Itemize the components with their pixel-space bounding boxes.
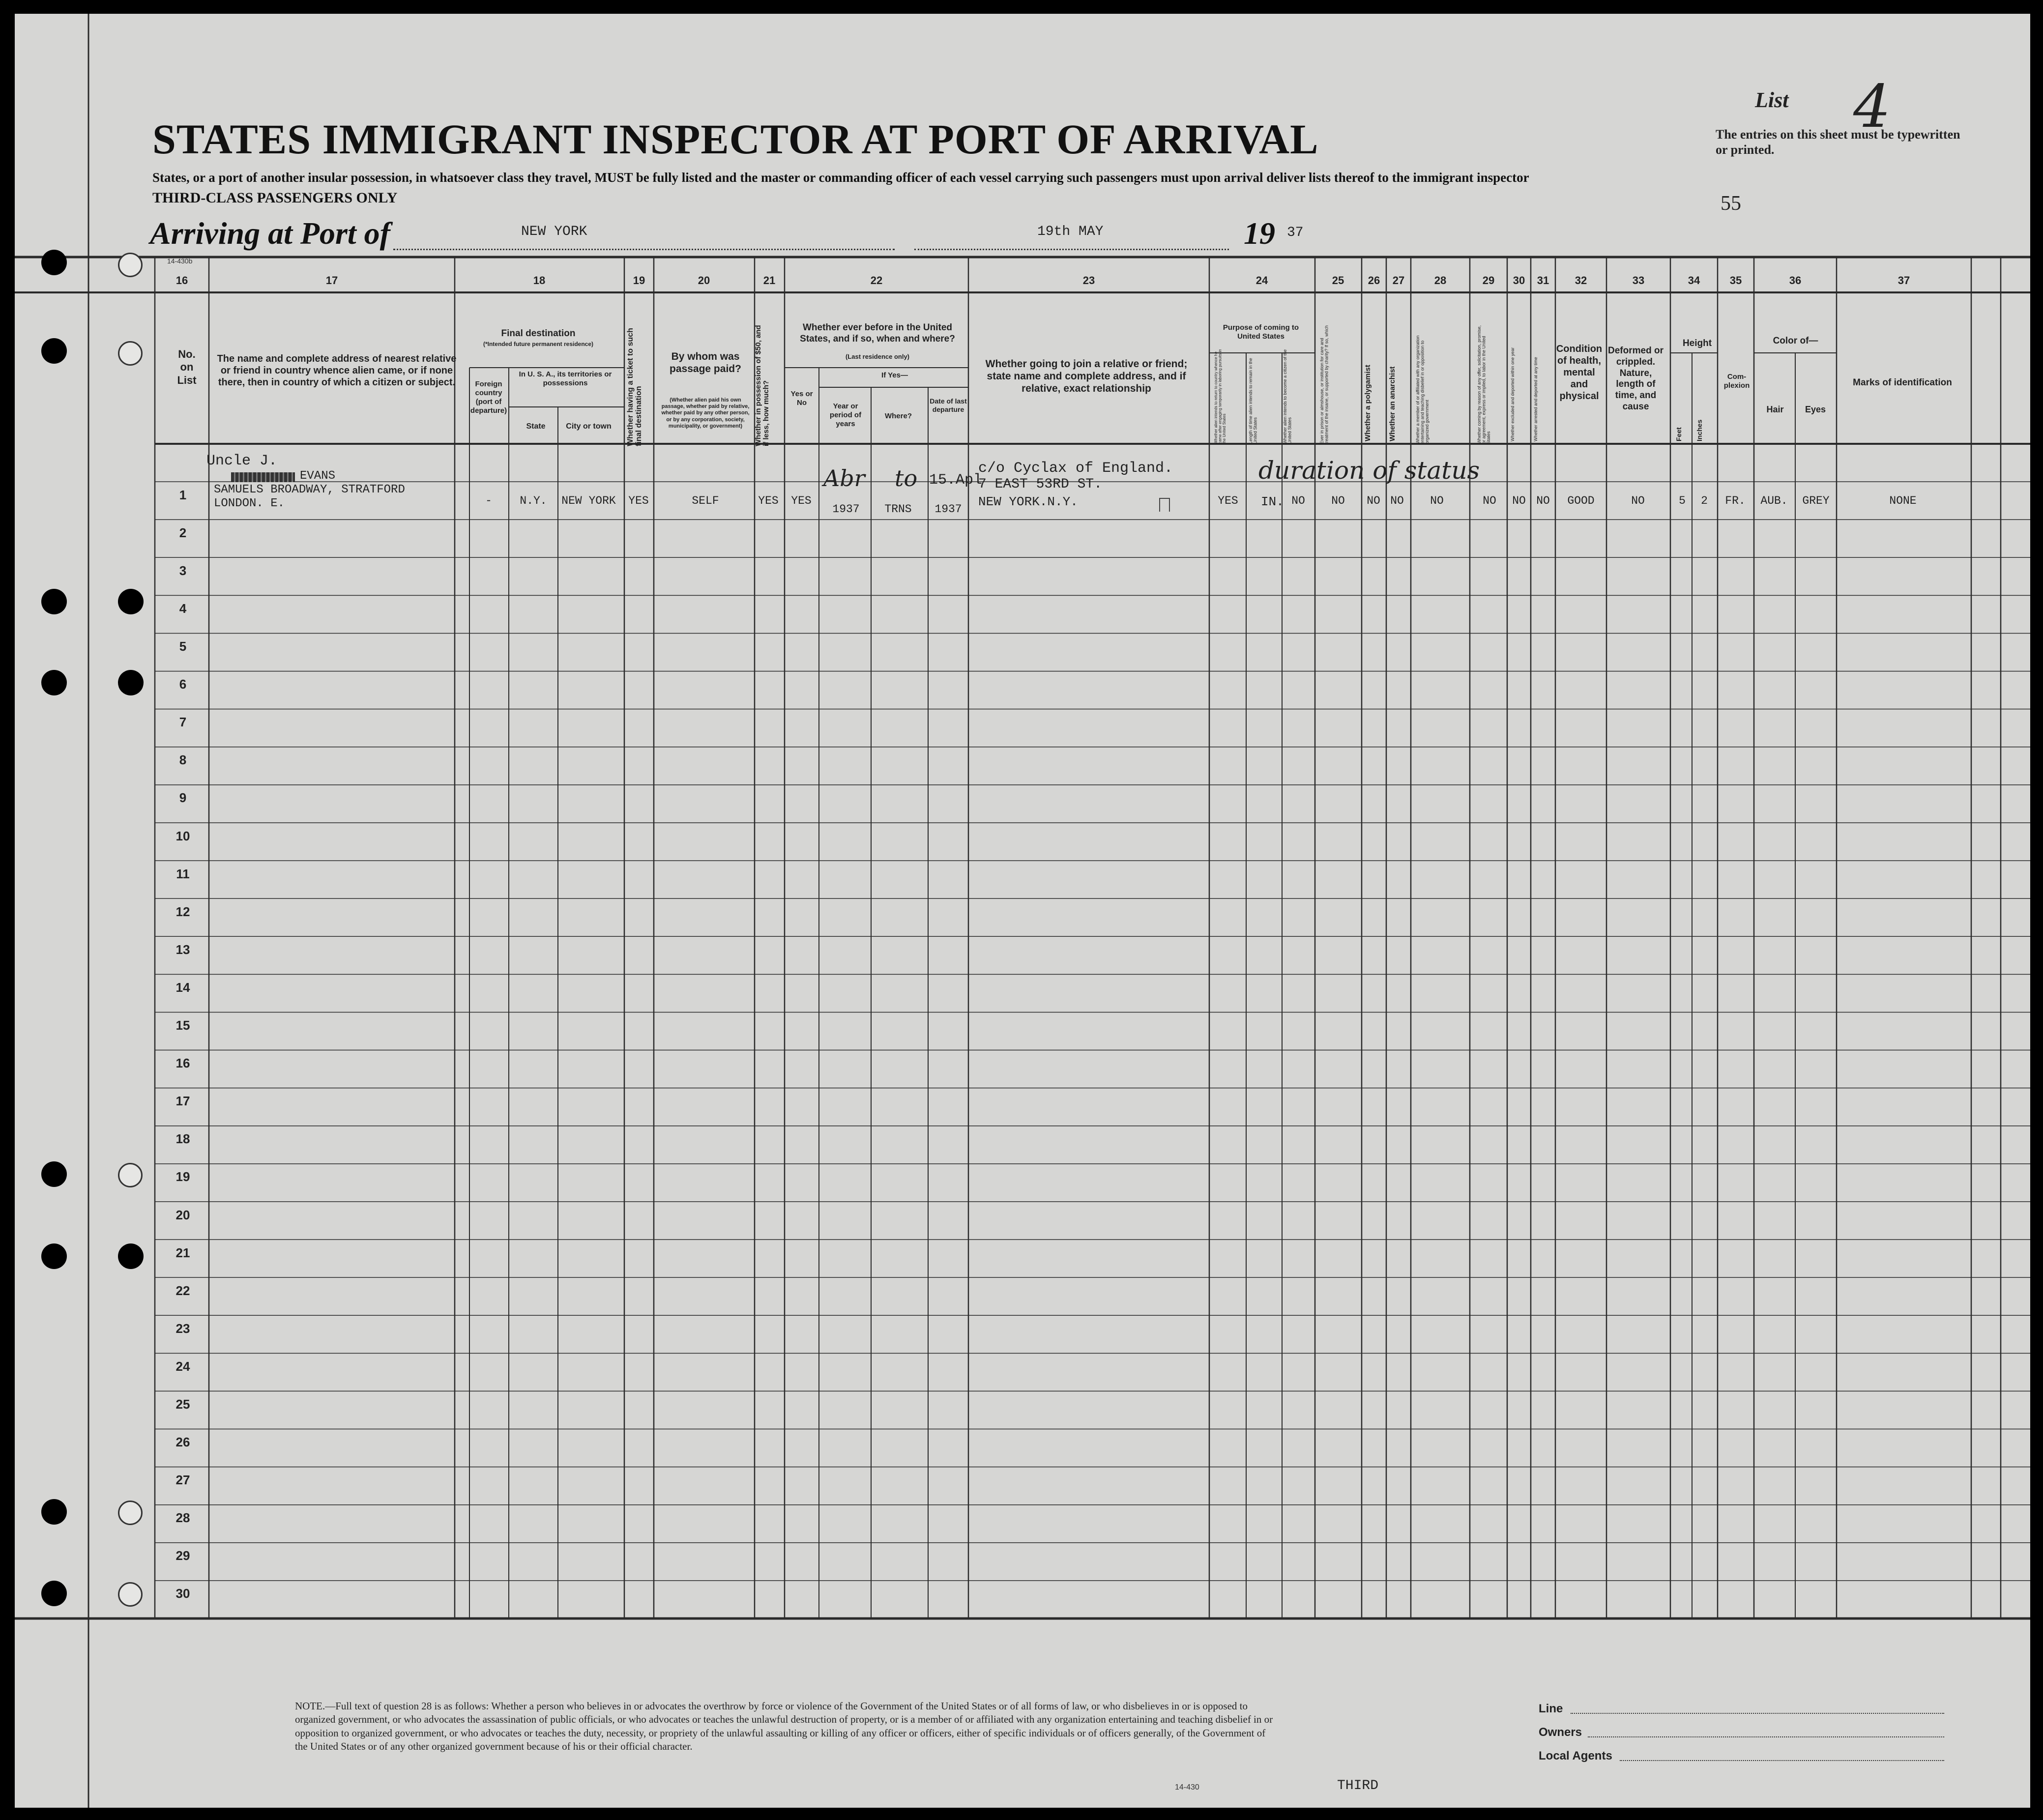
- ticket-value: YES: [628, 494, 649, 507]
- row-number: 26: [175, 1435, 190, 1450]
- column-number: 27: [1392, 274, 1405, 287]
- departure-date-value: 15.Apl: [929, 472, 983, 489]
- form-code: 14-430: [1175, 1783, 1199, 1791]
- hdr-purpose: Purpose of coming to United States: [1223, 323, 1299, 341]
- row-number: 19: [175, 1169, 190, 1184]
- class-stamp: THIRD: [1337, 1778, 1379, 1793]
- column-number: 35: [1729, 274, 1742, 287]
- column-number: 19: [633, 274, 645, 287]
- hdr-period: Year or period of years: [829, 402, 862, 428]
- row-number: 17: [175, 1094, 190, 1109]
- hdr-deformed: Deformed or crippled. Nature, length of time, and cause: [1608, 346, 1664, 412]
- complexion-value: FR.: [1725, 494, 1746, 507]
- column-number: 26: [1368, 274, 1380, 287]
- hdr-before-sub: (Last residence only): [845, 353, 910, 360]
- punch-hole: [41, 1499, 67, 1525]
- column-number: 21: [763, 274, 776, 287]
- polygamist-value: NO: [1367, 494, 1380, 507]
- punch-hole: [118, 1163, 143, 1187]
- punch-hole: [118, 1582, 143, 1607]
- join-line2: 7 EAST 53RD ST.: [978, 477, 1103, 492]
- column-number: 23: [1082, 274, 1095, 287]
- period-year-value: 1937: [832, 503, 860, 516]
- citizen-value: NO: [1291, 494, 1305, 507]
- struck-name: [231, 472, 295, 482]
- row-number: 6: [179, 677, 187, 692]
- year-prefix: 19: [1244, 216, 1275, 251]
- row-number: 8: [179, 752, 187, 768]
- hdr-final-destination: Final destination: [501, 328, 576, 339]
- punch-hole: [118, 341, 143, 366]
- punch-hole: [118, 1501, 143, 1525]
- join-line1: c/o Cyclax of England.: [978, 460, 1173, 477]
- row-number: 1: [179, 487, 187, 502]
- row-number: 2: [179, 525, 187, 540]
- punch-hole: [41, 589, 67, 614]
- health-value: GOOD: [1567, 494, 1595, 507]
- city-value: NEW YORK: [561, 494, 616, 507]
- column-number: 29: [1482, 274, 1495, 287]
- anarchist-value: NO: [1390, 494, 1404, 507]
- hair-value: AUB.: [1760, 494, 1788, 507]
- join-line3: NEW YORK.N.Y.: [978, 494, 1078, 509]
- has-50-value: YES: [758, 494, 779, 507]
- hdr-no-on-list: No. on List: [177, 348, 197, 386]
- punch-hole: [41, 1243, 67, 1269]
- date-value: 19th MAY: [1037, 224, 1104, 239]
- hdr-feet: Feet: [1675, 427, 1683, 441]
- relative-line2: EVANS: [300, 469, 336, 483]
- form-code-top: 14-430b: [167, 257, 193, 265]
- relative-line3: SAMUELS BROADWAY, STRATFORD: [214, 483, 405, 496]
- column-number: 31: [1537, 274, 1549, 287]
- prison-value: NO: [1331, 494, 1345, 507]
- year-suffix: 37: [1287, 225, 1304, 240]
- where-value: TRNS: [884, 503, 912, 516]
- column-number: 17: [325, 274, 338, 287]
- hdr-paid-by: By whom was passage paid?: [670, 351, 741, 375]
- length-typed: IN.: [1261, 494, 1284, 509]
- line-label: Line: [1539, 1702, 1563, 1715]
- hdr-in-usa: In U. S. A., its territories or possessions: [519, 370, 612, 387]
- arriving-label: Arriving at Port of: [150, 216, 390, 251]
- row-number: 10: [175, 828, 190, 843]
- row-number: 11: [176, 866, 190, 881]
- eyes-value: GREY: [1802, 494, 1830, 507]
- hdr-labor-offer: Whether coming by reason of any offer, solicitation, promise, or agreement, express or implied, to labor in the United States: [1477, 325, 1491, 444]
- row-number: 14: [175, 980, 190, 995]
- class-text: THIRD-CLASS PASSENGERS ONLY: [152, 190, 398, 206]
- hdr-if-yes: If Yes—: [881, 371, 908, 379]
- hdr-ticket: Whether having a ticket to such final destination: [626, 328, 643, 446]
- row-number: 27: [175, 1473, 190, 1488]
- row-number: 18: [175, 1131, 190, 1147]
- hdr-citizen-intent: Whether alien intends to become a citizen of the United States: [1283, 349, 1292, 444]
- hdr-city: City or town: [566, 422, 612, 431]
- column-number: 33: [1632, 274, 1645, 287]
- departure-year-value: 1937: [934, 503, 962, 516]
- row-number: 16: [175, 1056, 190, 1071]
- column-number: 20: [698, 274, 710, 287]
- punch-hole: [118, 253, 143, 277]
- row-number: 29: [175, 1548, 190, 1563]
- column-number: 24: [1255, 274, 1268, 287]
- foreign-country-value: -: [485, 494, 492, 507]
- marks-value: NONE: [1889, 494, 1917, 507]
- hdr-prison: Ever in prison or almshouse, or institution for care and treatment of the insane, or supported by charity? If so, which: [1319, 325, 1329, 444]
- purpose-value: YES: [1218, 494, 1238, 507]
- column-number: 34: [1688, 274, 1700, 287]
- hdr-departure: Date of last departure: [930, 397, 967, 413]
- hdr-state: State: [526, 422, 546, 431]
- feet-value: 5: [1679, 494, 1686, 507]
- owners-label: Owners: [1539, 1726, 1582, 1739]
- hdr-join-relative: Whether going to join a relative or friend; state name and complete address, and if relative, exact relationship: [985, 358, 1188, 395]
- hdr-has-50: Whether in possession of $50, and if less, how much?: [754, 325, 770, 446]
- hdr-complexion: Com-plexion: [1723, 373, 1750, 390]
- row-number: 15: [175, 1018, 190, 1033]
- relative-line1: Uncle J.: [206, 453, 278, 469]
- row-number: 5: [179, 639, 187, 654]
- inches-value: 2: [1701, 494, 1708, 507]
- hdr-hair: Hair: [1766, 404, 1784, 414]
- row-number: 12: [175, 904, 190, 919]
- list-note: The entries on this sheet must be typewritten or printed.: [1716, 127, 1960, 157]
- column-number: 18: [533, 274, 546, 287]
- column-number: 32: [1575, 274, 1587, 287]
- hdr-final-destination-sub: (*Intended future permanent residence): [483, 341, 594, 347]
- column-number: 28: [1434, 274, 1447, 287]
- row-number: 21: [175, 1245, 190, 1260]
- relative-line4: LONDON. E.: [214, 497, 285, 510]
- labor-offer-value: NO: [1483, 494, 1496, 507]
- owners-underline: [1588, 1736, 1944, 1737]
- punch-hole: [41, 670, 67, 695]
- column-number: 36: [1789, 274, 1802, 287]
- column-number: 37: [1897, 274, 1910, 287]
- hdr-marks: Marks of identification: [1853, 377, 1952, 388]
- length-hand: duration of status: [1258, 456, 1480, 485]
- hdr-where: Where?: [884, 412, 912, 420]
- row-number: 20: [175, 1207, 190, 1222]
- row-number: 13: [175, 942, 190, 957]
- list-number: 4: [1853, 73, 1891, 141]
- column-number: 30: [1513, 274, 1525, 287]
- punch-hole: [41, 250, 67, 275]
- excluded-value: NO: [1512, 494, 1526, 507]
- list-label: List: [1755, 88, 1789, 112]
- punch-hole: [118, 670, 144, 695]
- agents-underline: [1620, 1760, 1944, 1761]
- column-number: 16: [175, 274, 188, 287]
- row-number: 25: [175, 1396, 190, 1412]
- hdr-before-in-us: Whether ever before in the United States, and if so, when and where?: [800, 322, 955, 344]
- period-hand: Abr: [823, 465, 865, 491]
- row-number: 30: [175, 1586, 190, 1601]
- row-number: 7: [179, 715, 187, 730]
- row-number: 4: [179, 601, 187, 616]
- punch-hole: [41, 338, 67, 364]
- punch-hole: [41, 1581, 67, 1606]
- period-hand2: to: [895, 465, 918, 491]
- row-number: 24: [175, 1358, 190, 1374]
- paid-by-value: SELF: [692, 494, 719, 507]
- state-value: N.Y.: [520, 494, 547, 507]
- hdr-excluded: Whether excluded and deported within one year: [1510, 347, 1515, 441]
- instruction-text: States, or a port of another insular possession, in whatsoever class they travel, MUST be fully listed and the master or commanding officer of each vessel carrying such passengers must upon arrival deliver lists thereof to the immigrant inspector: [152, 170, 1529, 185]
- manifest-sheet: [15, 14, 2030, 1808]
- port-value: NEW YORK: [521, 224, 587, 239]
- hdr-yes-no: Yes or No: [790, 390, 813, 407]
- hdr-length-of-stay: Length of time alien intends to remain in the United States: [1248, 358, 1258, 444]
- hdr-inches: Inches: [1695, 419, 1703, 441]
- row-number: 9: [179, 790, 187, 806]
- row-number: 28: [175, 1510, 190, 1526]
- hdr-return-intent: Whether alien intends to return to country whence he came after engaging temporarily in laboring pursuits in the United States: [1214, 349, 1226, 444]
- organization-value: NO: [1430, 494, 1444, 507]
- row-number: 22: [175, 1283, 190, 1298]
- row-number: 3: [179, 563, 187, 578]
- punch-hole: [41, 1161, 67, 1187]
- hdr-paid-by-sub: (Whether alien paid his own passage, whether paid by relative, whether paid by any other person, or by any corporation, society, municipality, or government): [661, 397, 750, 429]
- hdr-color-of: Color of—: [1773, 336, 1818, 346]
- column-number: 22: [870, 274, 883, 287]
- line-underline: [1571, 1713, 1944, 1714]
- hdr-anarchist: Whether an anarchist: [1388, 366, 1397, 441]
- arrested-value: NO: [1536, 494, 1550, 507]
- punch-hole: [118, 1243, 144, 1269]
- hdr-relative: The name and complete address of nearest relative or friend in country whence alien came, or if none there, then in country of which a citizen or subject.: [217, 353, 457, 388]
- row-number: 23: [175, 1321, 190, 1336]
- before-yes-no-value: YES: [791, 494, 812, 507]
- hdr-height: Height: [1682, 338, 1712, 348]
- hdr-arrested: Whether arrested and deported at any time: [1533, 357, 1538, 441]
- page-title: STATES IMMIGRANT INSPECTOR AT PORT OF ARRIVAL: [152, 116, 1319, 163]
- deformed-value: NO: [1631, 494, 1645, 507]
- footnote: NOTE.—Full text of question 28 is as follows: Whether a person who believes in or advocates the overthrow by force or violence of the Government of the United States or of all forms of law, or who disbelieves in or is opposed to organized government, or who advocates the assassination of public officials, or who advocates or teaches the unlawful destruction of property, or is a member of or affiliated with any organization entertaining and teaching disbelief in or opposition to organized government, or who advocates or teaches the duty, necessity, or propriety of the unlawful assaulting or killing of any officer or officers, either of specific individuals or of officers generally, of the Government of the United States or of any other organized government because of his or their official character.: [295, 1700, 1273, 1752]
- hdr-polygamist: Whether a polygamist: [1364, 365, 1372, 441]
- hdr-organization: Whether a member of or affiliated with any organization entertaining and teaching disbelief in or opposition to organized government: [1415, 335, 1430, 444]
- hdr-foreign-country: Foreign country (port of departure): [470, 380, 507, 415]
- page-number: 55: [1721, 192, 1741, 215]
- column-number: 25: [1332, 274, 1344, 287]
- hdr-health: Condition of health, mental and physical: [1556, 344, 1603, 402]
- stamp-mark: [1159, 498, 1170, 512]
- hdr-eyes: Eyes: [1805, 404, 1826, 414]
- agents-label: Local Agents: [1539, 1749, 1612, 1762]
- punch-hole: [118, 589, 144, 614]
